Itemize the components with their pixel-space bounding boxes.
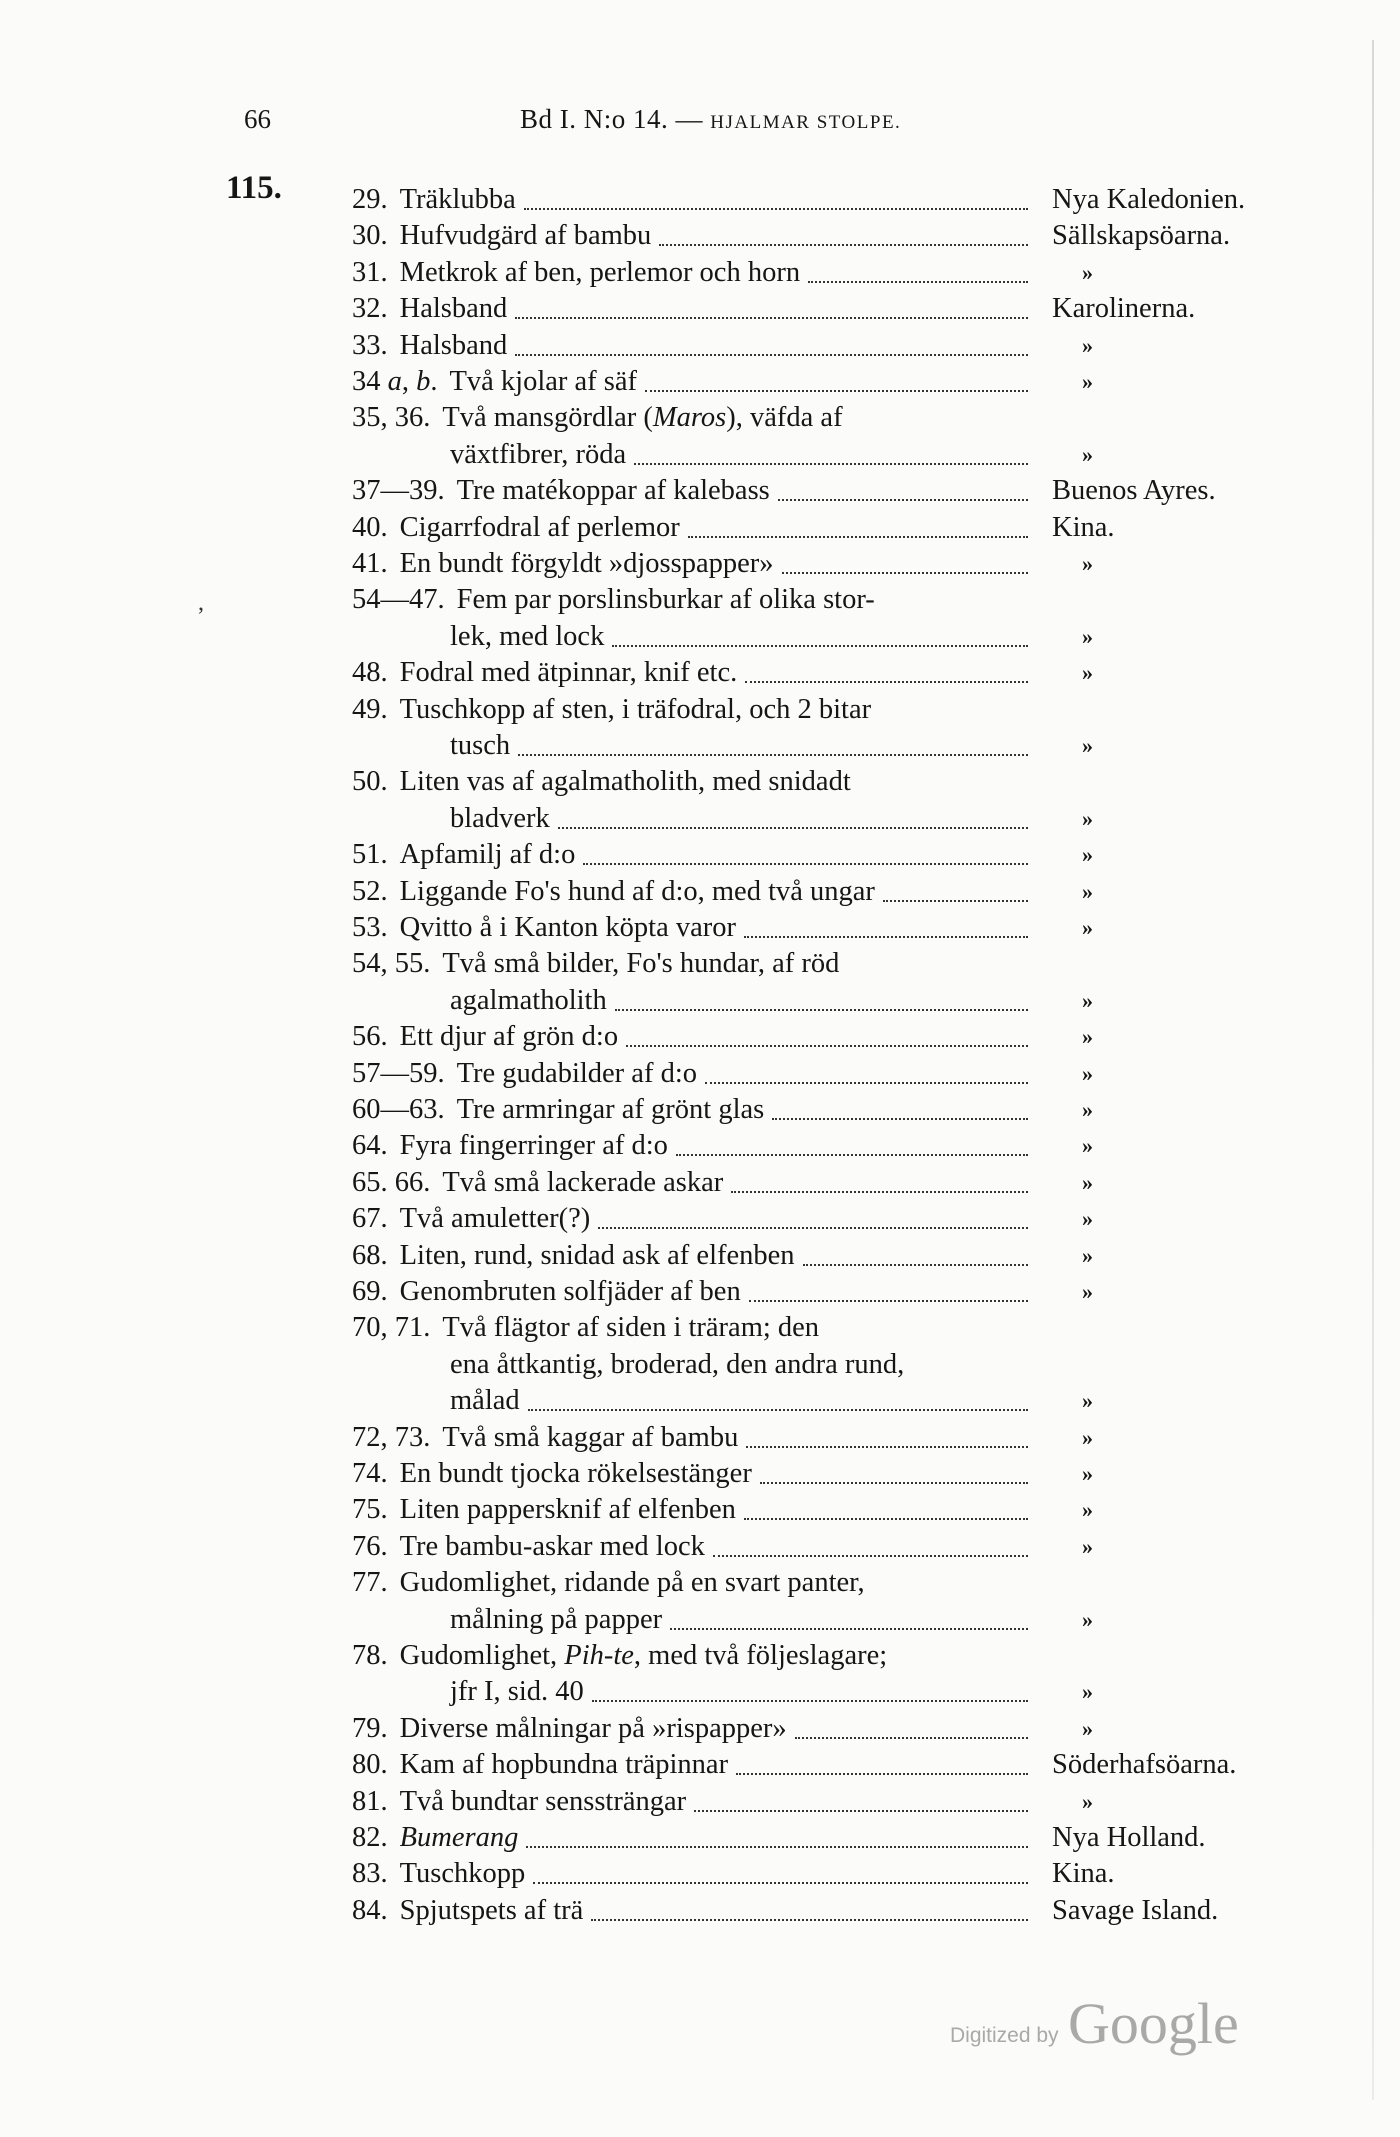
entry-line xyxy=(352,1274,1352,1310)
entry-line xyxy=(352,1529,1352,1565)
entry-description: En bundt förgyldt »djosspapper» xyxy=(399,548,774,579)
entry-description: Tre matékoppar af kalebass xyxy=(456,475,770,507)
entry-number: 34 a, b. xyxy=(352,366,438,397)
leader-dots xyxy=(778,499,1028,501)
entry-number: 35, 36. xyxy=(352,402,431,434)
entry-number: 31. xyxy=(352,256,388,288)
entry-number: 82. xyxy=(352,1822,388,1853)
entry-number: 69. xyxy=(352,1276,388,1307)
leader-dots xyxy=(528,1409,1028,1411)
leader-dots xyxy=(808,281,1028,283)
entry-number: 81. xyxy=(352,1785,388,1817)
page-number: 66 xyxy=(244,104,271,134)
entry-description: Två små lackerade askar xyxy=(442,1166,724,1198)
entry-description: Liten vas af agalmatholith, med snidadt xyxy=(399,766,851,798)
entry-number: 64. xyxy=(352,1130,388,1162)
ditto-mark: » xyxy=(1082,1060,1093,1086)
entry-description: bladverk xyxy=(450,802,550,834)
entry-number: 33. xyxy=(352,329,388,361)
entry-number: 60—63. xyxy=(352,1094,445,1125)
entry-description: Metkrok af ben, perlemor och horn xyxy=(399,256,801,288)
entry-place: Nya Kaledonien. xyxy=(1052,184,1246,215)
leader-dots xyxy=(744,1518,1028,1520)
entry-description: Två små kaggar af bambu xyxy=(442,1421,739,1453)
leader-dots xyxy=(634,463,1028,465)
entry-number: 78. xyxy=(352,1640,388,1671)
ditto-mark: » xyxy=(1082,1024,1093,1050)
leader-dots xyxy=(659,244,1028,246)
author-name: HJALMAR STOLPE. xyxy=(710,112,902,133)
entry-line xyxy=(352,1492,1352,1528)
entry-number: 54, 55. xyxy=(352,948,431,980)
ditto-mark: » xyxy=(1082,259,1093,285)
entry-line xyxy=(352,1456,1352,1492)
leader-dots xyxy=(736,1773,1028,1775)
entry-number: 56. xyxy=(352,1021,388,1053)
entry-line xyxy=(352,764,1352,800)
entry-description: Liggande Fo's hund af d:o, med två ungar xyxy=(399,875,875,907)
ditto-mark: » xyxy=(1082,441,1093,467)
ditto-mark: » xyxy=(1082,915,1093,940)
digitization-watermark xyxy=(950,1990,1250,2070)
entry-line xyxy=(352,1784,1352,1820)
entry-line xyxy=(352,1201,1352,1237)
entry-place: Kina. xyxy=(1052,511,1115,543)
entry-number: 67. xyxy=(352,1203,388,1235)
entry-line xyxy=(450,983,1400,1019)
entry-line xyxy=(352,1856,1352,1892)
entry-description: Fyra fingerringer af d:o xyxy=(399,1130,668,1162)
entry-description: Tre gudabilder af d:o xyxy=(456,1057,697,1089)
entry-description: Liten, rund, snidad ask af elfenben xyxy=(399,1239,795,1271)
entry-place: Karolinerna. xyxy=(1052,293,1196,325)
entry-line xyxy=(352,692,1352,728)
leader-dots xyxy=(688,536,1028,538)
entry-description: Tre armringar af grönt glas xyxy=(456,1094,765,1125)
entry-number: 74. xyxy=(352,1458,388,1489)
leader-dots xyxy=(626,1045,1028,1047)
stray-mark: , xyxy=(198,590,204,616)
entry-description: växtfibrer, röda xyxy=(450,438,627,470)
ditto-mark: » xyxy=(1082,1606,1093,1632)
entry-line xyxy=(352,1238,1352,1274)
entry-description: Halsband xyxy=(399,293,508,325)
leader-dots xyxy=(744,936,1028,938)
ditto-mark: » xyxy=(1082,623,1093,649)
ditto-mark: » xyxy=(1082,1279,1093,1304)
ditto-mark: » xyxy=(1082,1133,1093,1159)
leader-dots xyxy=(533,1882,1028,1884)
entry-number: 41. xyxy=(352,548,388,579)
entry-line xyxy=(450,1602,1400,1638)
entry-description: Genombruten solfjäder af ben xyxy=(399,1276,741,1307)
entry-description: Gudomlighet, Pih-te, med två följeslagare; xyxy=(399,1640,888,1671)
ditto-mark: » xyxy=(1082,660,1093,686)
ditto-mark: » xyxy=(1082,805,1093,831)
entry-description: Liten pappersknif af elfenben xyxy=(399,1494,736,1526)
entry-number: 83. xyxy=(352,1858,388,1890)
entry-number: 37—39. xyxy=(352,475,445,507)
entry-number: 57—59. xyxy=(352,1057,445,1089)
leader-dots xyxy=(803,1264,1028,1266)
entry-description: Tuschkopp xyxy=(399,1858,526,1890)
leader-dots xyxy=(745,681,1028,683)
entry-line xyxy=(352,400,1352,436)
entry-description: målning på papper xyxy=(450,1603,663,1635)
ditto-mark: » xyxy=(1082,733,1093,758)
entry-number: 51. xyxy=(352,839,388,871)
leader-dots xyxy=(883,900,1028,902)
entry-description: Gudomlighet, ridande på en svart panter, xyxy=(399,1567,865,1599)
entry-description: Två små bilder, Fo's hundar, af röd xyxy=(442,948,840,980)
ditto-mark: » xyxy=(1082,1497,1093,1523)
leader-dots xyxy=(515,317,1028,319)
entry-number: 80. xyxy=(352,1749,388,1781)
entry-place: Nya Holland. xyxy=(1052,1822,1206,1853)
entry-line xyxy=(352,1092,1352,1128)
ditto-mark: » xyxy=(1082,1388,1093,1414)
entry-number: 54—47. xyxy=(352,584,445,616)
leader-dots xyxy=(713,1555,1028,1557)
entry-line xyxy=(450,801,1400,837)
volume-ref: Bd I. N:o 14. — xyxy=(520,104,703,134)
entry-description: Ett djur af grön d:o xyxy=(399,1021,619,1053)
ditto-mark: » xyxy=(1082,987,1093,1013)
entry-description: Apfamilj af d:o xyxy=(399,839,576,871)
leader-dots xyxy=(760,1482,1028,1484)
entry-description: Hufvudgärd af bambu xyxy=(399,220,652,252)
entry-description: Kam af hopbundna träpinnar xyxy=(399,1749,729,1781)
entry-number: 75. xyxy=(352,1494,388,1526)
entry-number: 68. xyxy=(352,1239,388,1271)
entry-number: 32. xyxy=(352,293,388,325)
leader-dots xyxy=(795,1737,1028,1739)
leader-dots xyxy=(526,1846,1028,1848)
leader-dots xyxy=(670,1628,1028,1630)
entry-description: Halsband xyxy=(399,329,508,361)
entry-description: Cigarrfodral af perlemor xyxy=(399,511,680,543)
entry-number: 77. xyxy=(352,1567,388,1599)
entry-place: Söderhafsöarna. xyxy=(1052,1749,1237,1781)
digitized-by-text: Digitized by xyxy=(950,2024,1059,2047)
entry-line xyxy=(352,910,1352,946)
leader-dots xyxy=(705,1082,1028,1084)
entry-number: 79. xyxy=(352,1712,388,1744)
entry-place: Kina. xyxy=(1052,1858,1115,1890)
google-logo: Google xyxy=(1068,1991,1239,2056)
entry-description: Två amuletter(?) xyxy=(399,1203,591,1235)
entry-description: Fem par porslinsburkar af olika stor- xyxy=(456,584,875,616)
entry-line xyxy=(450,1674,1400,1710)
ditto-mark: » xyxy=(1082,332,1093,358)
entry-line xyxy=(352,1019,1352,1055)
entry-description: Qvitto å i Kanton köpta varor xyxy=(399,912,737,943)
leader-dots xyxy=(583,863,1028,865)
entry-line xyxy=(352,1310,1352,1346)
ditto-mark: » xyxy=(1082,1424,1093,1450)
entry-line xyxy=(352,255,1352,291)
ditto-mark: » xyxy=(1082,1715,1093,1741)
entry-number: 65. 66. xyxy=(352,1166,431,1198)
entry-number: 48. xyxy=(352,657,388,689)
entry-description: En bundt tjocka rökelsestänger xyxy=(399,1458,752,1489)
entry-description: jfr I, sid. 40 xyxy=(450,1676,584,1708)
entry-line xyxy=(450,619,1400,655)
entry-number: 84. xyxy=(352,1894,388,1926)
entry-number: 53. xyxy=(352,912,388,943)
entry-number: 29. xyxy=(352,184,388,215)
leader-dots xyxy=(558,827,1028,829)
leader-dots xyxy=(676,1154,1028,1156)
entry-description: Två bundtar senssträngar xyxy=(399,1785,687,1817)
leader-dots xyxy=(772,1118,1028,1120)
entry-line xyxy=(450,1347,1400,1383)
entry-line xyxy=(352,1711,1352,1747)
entry-description: målad xyxy=(450,1385,520,1417)
entry-line xyxy=(352,837,1352,873)
entry-line xyxy=(352,1128,1352,1164)
entry-number: 49. xyxy=(352,693,388,725)
leader-dots xyxy=(694,1810,1028,1812)
entry-number: 76. xyxy=(352,1530,388,1562)
entry-line xyxy=(450,728,1400,764)
entry-description: lek, med lock xyxy=(450,620,605,652)
entry-line xyxy=(352,291,1352,327)
ditto-mark: » xyxy=(1082,1533,1093,1559)
leader-dots xyxy=(591,1919,1028,1921)
entry-description: ena åttkantig, broderad, den andra rund, xyxy=(450,1348,905,1380)
entry-description: Träklubba xyxy=(399,184,516,215)
entry-description: Två kjolar af säf xyxy=(449,366,638,397)
entry-description: tusch xyxy=(450,730,511,761)
entry-line xyxy=(352,1565,1352,1601)
leader-dots xyxy=(592,1700,1028,1702)
group-number: 115. xyxy=(226,170,282,206)
leader-dots xyxy=(612,645,1028,647)
leader-dots xyxy=(518,754,1028,756)
entry-place: Savage Island. xyxy=(1052,1894,1219,1926)
entry-description: Två mansgördlar (Maros), väfda af xyxy=(442,402,843,434)
entry-line xyxy=(352,946,1352,982)
leader-dots xyxy=(524,208,1028,210)
entry-line xyxy=(352,582,1352,618)
page-edge-rule xyxy=(1372,40,1374,2100)
entry-line xyxy=(352,546,1352,582)
ditto-mark: » xyxy=(1082,1206,1093,1232)
entry-description: Fodral med ätpinnar, knif etc. xyxy=(399,657,738,689)
leader-dots xyxy=(615,1009,1028,1011)
leader-dots xyxy=(746,1446,1028,1448)
entry-line xyxy=(450,437,1400,473)
leader-dots xyxy=(515,354,1028,356)
ditto-mark: » xyxy=(1082,1788,1093,1814)
entry-place: Buenos Ayres. xyxy=(1052,475,1216,507)
leader-dots xyxy=(645,390,1028,392)
entry-description: Tre bambu-askar med lock xyxy=(399,1530,705,1562)
ditto-mark: » xyxy=(1082,1461,1093,1486)
ditto-mark: » xyxy=(1082,1169,1093,1195)
ditto-mark: » xyxy=(1082,1097,1093,1122)
entry-description: Två flägtor af siden i träram; den xyxy=(442,1312,820,1344)
entry-number: 40. xyxy=(352,511,388,543)
entry-description: Spjutspets af trä xyxy=(399,1894,584,1926)
ditto-mark: » xyxy=(1082,1679,1093,1705)
leader-dots xyxy=(731,1191,1028,1193)
entry-description: Diverse målningar på »rispapper» xyxy=(399,1712,787,1744)
entry-place: Sällskapsöarna. xyxy=(1052,220,1231,252)
entry-line xyxy=(352,874,1352,910)
ditto-mark: » xyxy=(1082,878,1093,904)
entry-line xyxy=(352,655,1352,691)
entry-line xyxy=(352,364,1352,400)
entry-line xyxy=(352,1165,1352,1201)
ditto-mark: » xyxy=(1082,1242,1093,1268)
ditto-mark: » xyxy=(1082,551,1093,576)
leader-dots xyxy=(598,1227,1028,1229)
entry-line xyxy=(352,1056,1352,1092)
entry-line xyxy=(352,1638,1352,1674)
entry-line xyxy=(352,1420,1352,1456)
ditto-mark: » xyxy=(1082,842,1093,868)
entry-line xyxy=(450,1383,1400,1419)
entry-line xyxy=(352,510,1352,546)
entry-number: 50. xyxy=(352,766,388,798)
entry-line xyxy=(352,328,1352,364)
leader-dots xyxy=(749,1300,1028,1302)
leader-dots xyxy=(782,572,1028,574)
entry-number: 72, 73. xyxy=(352,1421,431,1453)
entry-description: Bumerang xyxy=(399,1822,519,1853)
ditto-mark: » xyxy=(1082,369,1093,394)
entry-number: 70, 71. xyxy=(352,1312,431,1344)
entry-number: 30. xyxy=(352,220,388,252)
entry-description: Tuschkopp af sten, i träfodral, och 2 bitar xyxy=(399,693,872,725)
entry-description: agalmatholith xyxy=(450,984,607,1016)
entry-number: 52. xyxy=(352,875,388,907)
